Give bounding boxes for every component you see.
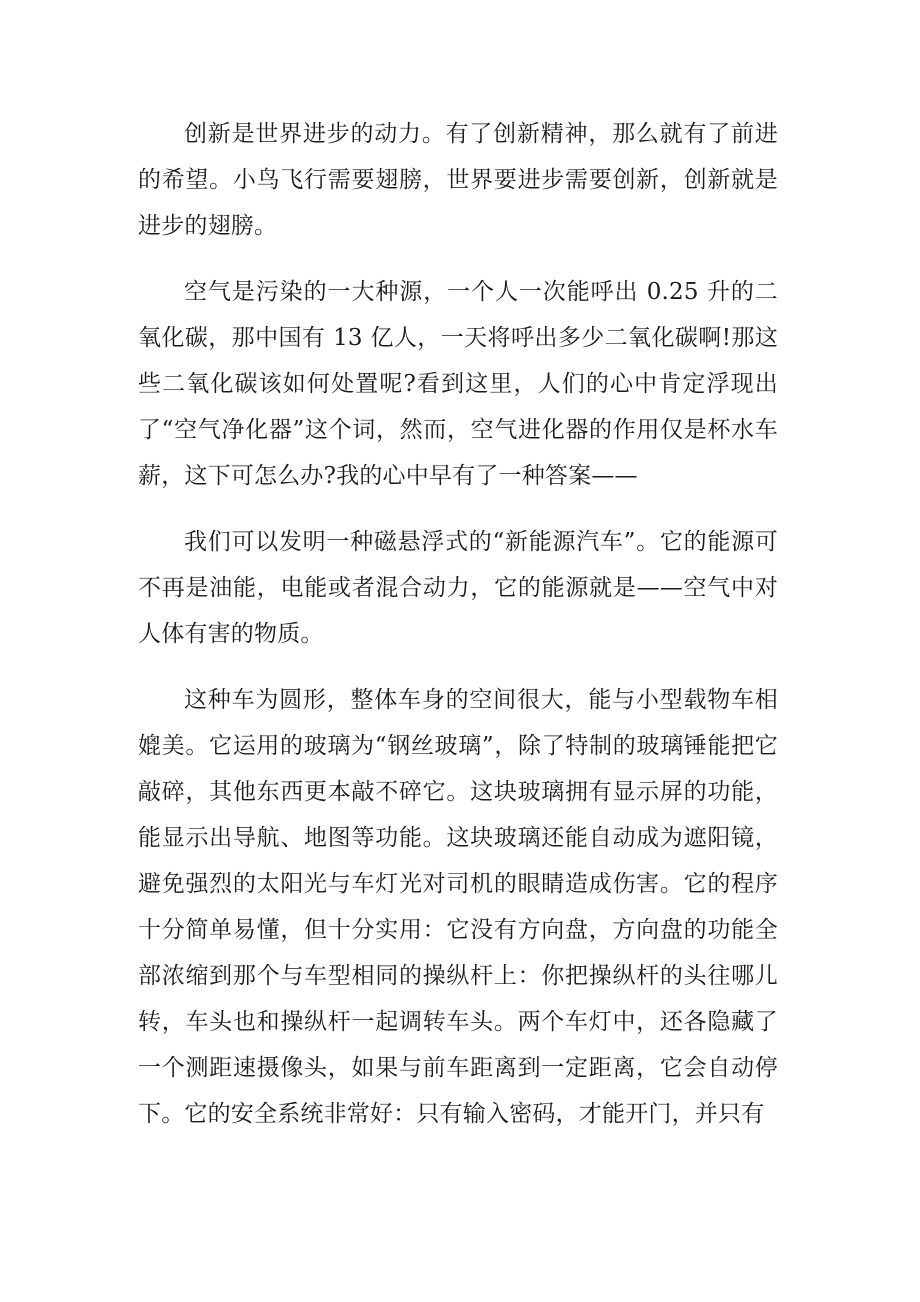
paragraph-new-energy-car: 我们可以发明一种磁悬浮式的“新能源汽车”。它的能源可不再是油能，电能或者混合动力，它的能源就是——空气中对人体有害的物质。 <box>138 529 778 647</box>
paragraph-innovation: 创新是世界进步的动力。有了创新精神，那么就有了前进的希望。小鸟飞行需要翅膀，世界要进步需要创新，创新就是进步的翅膀。 <box>138 121 778 239</box>
paragraph-car-features: 这种车为圆形，整体车身的空间很大，能与小型载物车相媲美。它运用的玻璃为“钢丝玻璃”，除了特制的玻璃锤能把它敲碎，其他东西更本敲不碎它。这块玻璃拥有显示屏的功能，能显示出导航、地图等功能。这块玻璃还能自动成为遮阳镜，避免强烈的太阳光与车灯光对司机的眼睛造成伤害。它的程序十分简单易懂，但十分实用：它没有方向盘，方向盘的功能全部浓缩到那个与车型相同的操纵杆上：你把操纵杆的头往哪儿转，车头也和操纵杆一起调转车头。两个车灯中，还各隐藏了一个测距速摄像头，如果与前车距离到一定距离，它会自动停下。它的安全系统非常好：只有输入密码，才能开门，并只有 <box>138 687 778 1127</box>
paragraph-air-pollution: 空气是污染的一大种源，一个人一次能呼出 0.25 升的二氧化碳，那中国有 13 亿人，一天将呼出多少二氧化碳啊!那这些二氧化碳该如何处置呢?看到这里，人们的心中肯定浮现出了“空气净化器”这个词，然而，空气进化器的作用仅是杯水车薪，这下可怎么办?我的心中早有了一种答案—— <box>138 279 778 489</box>
document-body <box>138 111 778 1137</box>
